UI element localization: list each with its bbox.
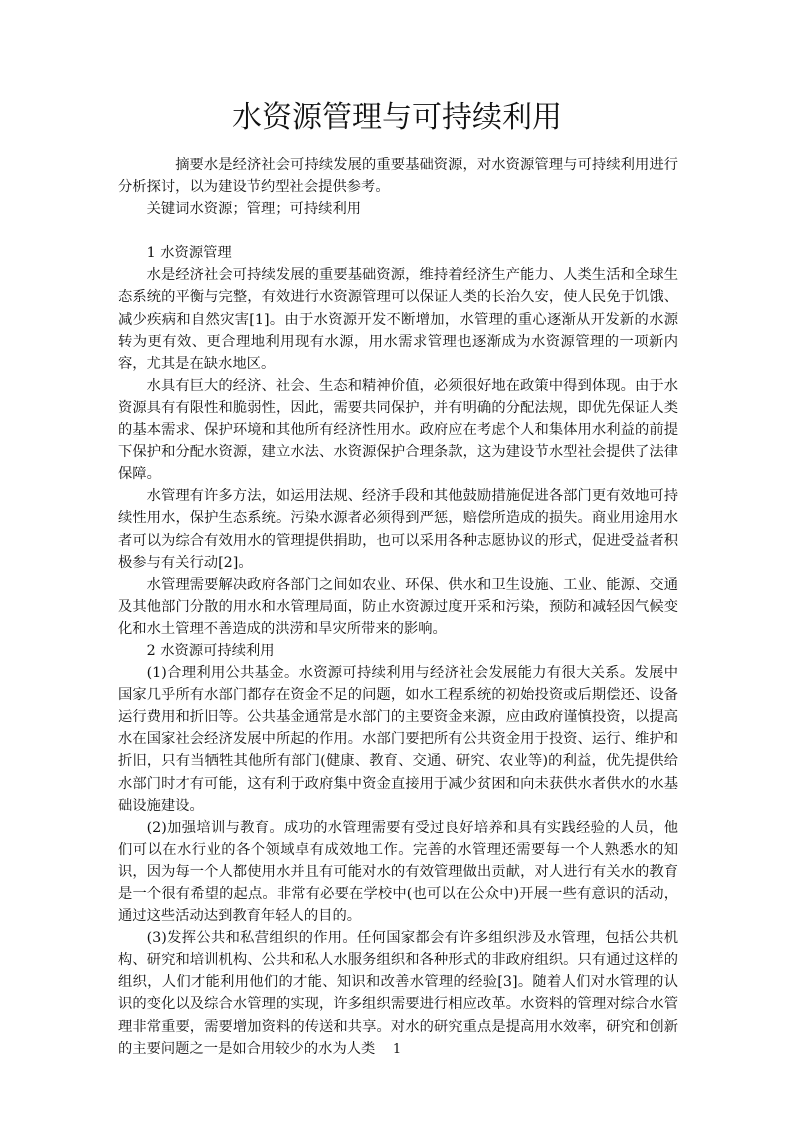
section-1-paragraph-2: 水具有巨大的经济、社会、生态和精神价值，必须很好地在政策中得到体现。由于水资源具有有限性和脆弱性，因此，需要共同保护，并有明确的分配法规，即优先保证人类的基本需求、保护环境和其他所有经济性用水。政府应在考虑个人和集体用水利益的前提下保护和分配水资源，建立水法、水资源保护合理条款，这为建设节水型社会提供了法律保障。 xyxy=(118,377,678,483)
section-1-paragraph-1: 水是经济社会可持续发展的重要基础资源，维持着经济生产能力、人类生活和全球生态系统的平衡与完整，有效进行水资源管理可以保证人类的长治久安，使人民免于饥饿、减少疾病和自然灾害[1]。由于水资源开发不断增加，水管理的重心逐渐从开发新的水源转为更有效、更合理地利用现有水源，用水需求管理也逐渐成为水资源管理的一项新内容，尤其是在缺水地区。 xyxy=(118,267,678,372)
page-number: 1 xyxy=(392,1042,402,1057)
document-body xyxy=(118,154,678,1060)
document-title: 水资源管理与可持续利用 xyxy=(232,100,562,135)
section-1-heading: 1 水资源管理 xyxy=(146,245,232,262)
section-1-paragraph-3: 水管理有许多方法，如运用法规、经济手段和其他鼓励措施促进各部门更有效地可持续性用水，保护生态系统。污染水源者必须得到严惩，赔偿所造成的损失。商业用途用水者可以为综合有效用水的管理提供捐助，也可以采用各种志愿协议的形式，促进受益者积极参与有关行动[2]。 xyxy=(118,488,678,571)
section-2-paragraph-1: (1)合理利用公共基金。水资源可持续利用与经济社会发展能力有很大关系。发展中国家几乎所有水部门都存在资金不足的问题，如水工程系统的初始投资或后期偿还、设备运行费用和折旧等。公共基金通常是水部门的主要资金来源，应由政府谨慎投资，以提高水在国家社会经济发展中所起的作用。水部门要把所有公共资金用于投资、运行、维护和折旧，只有当牺牲其他所有部门(健康、教育、交通、研究、农业等)的利益，优先提供给水部门时才有可能，这有利于政府集中资金直接用于减少贫困和向未获供水者供水的水基础设施建设。 xyxy=(118,665,678,814)
section-2-heading: 2 水资源可持续利用 xyxy=(146,642,275,659)
section-1-paragraph-4: 水管理需要解决政府各部门之间如农业、环保、供水和卫生设施、工业、能源、交通及其他部门分散的用水和水管理局面，防止水资源过度开采和污染，预防和减轻因气候变化和水土管理不善造成的洪涝和旱灾所带来的影响。 xyxy=(118,576,678,637)
section-2-paragraph-3: (3)发挥公共和私营组织的作用。任何国家都会有许多组织涉及水管理，包括公共机构、研究和培训机构、公共和私人水服务组织和各种形式的非政府组织。只有通过这样的组织，人们才能利用他们的才能、知识和改善水管理的经验[3]。随着人们对水管理的认识的变化以及综合水管理的实现，许多组织需要进行相应改革。水资料的管理对综合水管理非常重要，需要增加资料的传送和共享。对水的研究重点是提高用水效率，研究和创新的主要问题之一是如合用较少的水为人类 xyxy=(118,930,678,1057)
abstract-paragraph: 摘要水是经济社会可持续发展的重要基础资源，对水资源管理与可持续利用进行分析探讨，以为建设节约型社会提供参考。 xyxy=(118,157,678,196)
section-2-paragraph-2: (2)加强培训与教育。成功的水管理需要有受过良好培养和具有实践经验的人员，他们可以在水行业的各个领域卓有成效地工作。完善的水管理还需要每一个人熟悉水的知识，因为每一个人都使用水并且有可能对水的有效管理做出贡献，对人进行有关水的教育是一个很有希望的起点。非常有必要在学校中(也可以在公众中)开展一些有意识的活动，通过这些活动达到教育年轻人的目的。 xyxy=(118,819,678,925)
keywords-line: 关键词水资源；管理；可持续利用 xyxy=(146,201,362,218)
